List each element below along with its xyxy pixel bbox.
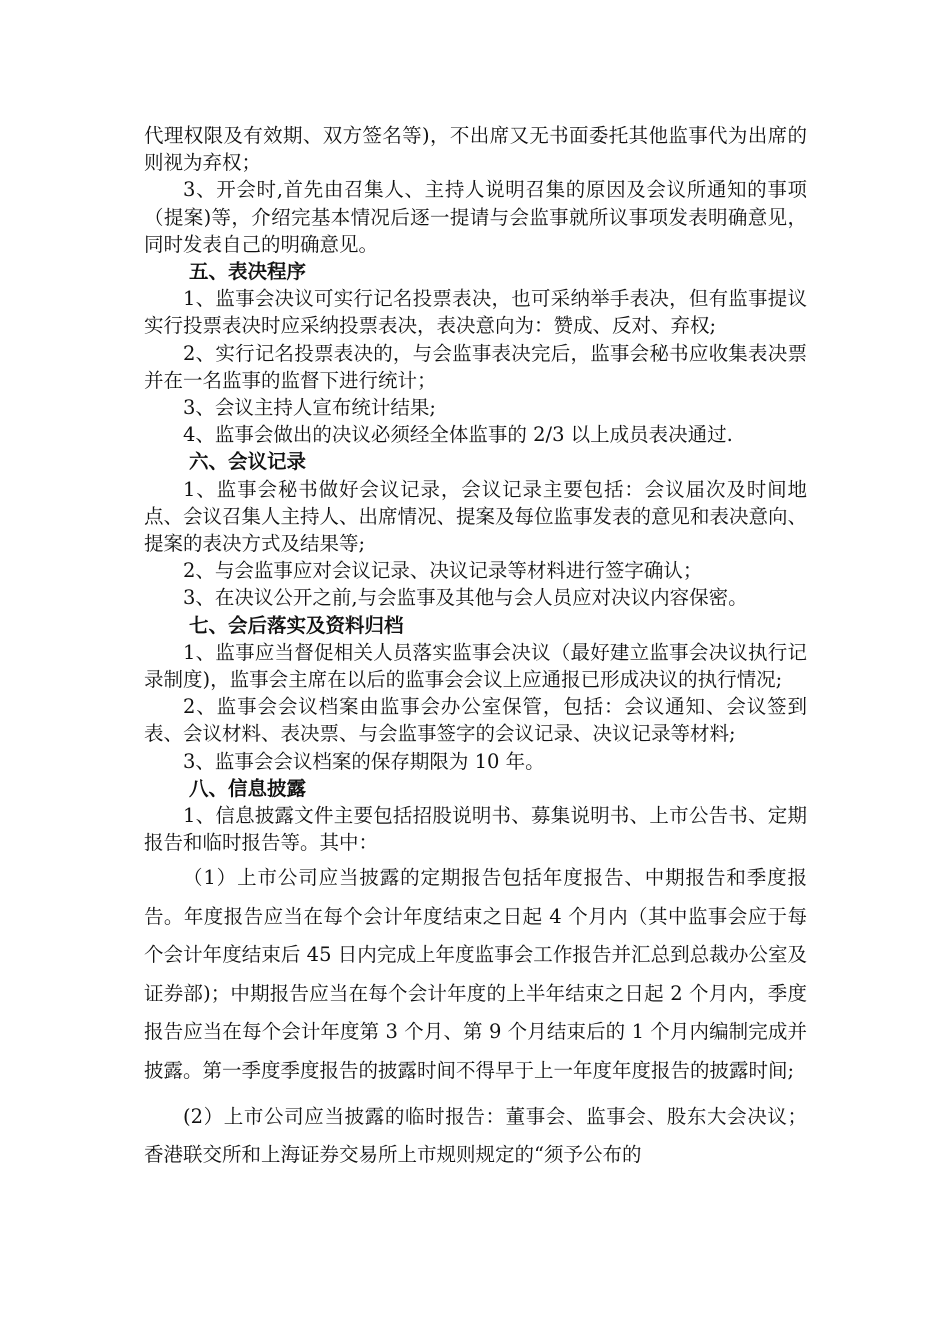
paragraph-continuation: 代理权限及有效期、双方签名等)，不出席又无书面委托其他监事代为出席的则视为弃权； <box>144 124 807 175</box>
list-item: 1、信息披露文件主要包括招股说明书、募集说明书、上市公告书、定期报告和临时报告等。其中： <box>144 804 807 855</box>
list-item: 2、与会监事应对会议记录、决议记录等材料进行签字确认； <box>183 559 703 583</box>
list-item: 2、实行记名投票表决的，与会监事表决完后，监事会秘书应收集表决票并在一名监事的监督下进行统计； <box>144 341 807 392</box>
list-item: 1、监事会秘书做好会议记录，会议记录主要包括：会议届次及时间地点、会议召集人主持人、出席情况、提案及每位监事发表的意见和表决意向、提案的表决方式及结果等; <box>144 477 808 556</box>
list-item: 1、监事会决议可实行记名投票表决，也可采纳举手表决，但有监事提议实行投票表决时应采纳投票表决，表决意向为：赞成、反对、弃权; <box>144 287 807 338</box>
list-item: 4、监事会做出的决议必须经全体监事的 2/3 以上成员表决通过. <box>183 423 733 447</box>
section-heading: 七、会后落实及资料归档 <box>189 613 404 637</box>
section-heading: 八、信息披露 <box>189 776 307 800</box>
list-item: 3、开会时,首先由召集人、主持人说明召集的原因及会议所通知的事项（提案)等，介绍完基本情况后逐一提请与会监事就所议事项发表明确意见，同时发表自己的明确意见。 <box>144 178 807 256</box>
list-item: 3、监事会会议档案的保存期限为 10 年。 <box>183 749 545 773</box>
list-item: 2、监事会会议档案由监事会办公室保管，包括：会议通知、会议签到表、会议材料、表决票、与会监事签字的会议记录、决议记录等材料; <box>144 695 807 746</box>
list-item: 3、会议主持人宣布统计结果; <box>183 396 436 420</box>
sub-item: (2）上市公司应当披露的临时报告：董事会、监事会、股东大会决议；香港联交所和上海证券交易所上市规则规定的“须予公布的 <box>144 1104 807 1167</box>
section-heading: 五、表决程序 <box>189 260 307 284</box>
document-page <box>144 122 807 1175</box>
section-heading: 六、会议记录 <box>189 450 307 474</box>
list-item: 3、在决议公开之前,与会监事及其他与会人员应对决议内容保密。 <box>183 586 748 610</box>
sub-item: （1）上市公司应当披露的定期报告包括年度报告、中期报告和季度报告。年度报告应当在每个会计年度结束之日起 4 个月内（其中监事会应于每个会计年度结束后 45 日内完成上年度监事会工作报告并汇总到总裁办公室及证券部)；中期报告应当在每个会计年度的上半年结束之日起 2 个月内，季度报告应当在每个会计年度第 3 个月、第 9 个月结束后的 1 个月内编制完成并披露。第一季度季度报告的披露时间不得早于上一年度年度报告的披露时间; <box>144 866 807 1082</box>
list-item: 1、监事应当督促相关人员落实监事会决议（最好建立监事会决议执行记录制度)，监事会主席在以后的监事会会议上应通报已形成决议的执行情况; <box>144 640 807 692</box>
